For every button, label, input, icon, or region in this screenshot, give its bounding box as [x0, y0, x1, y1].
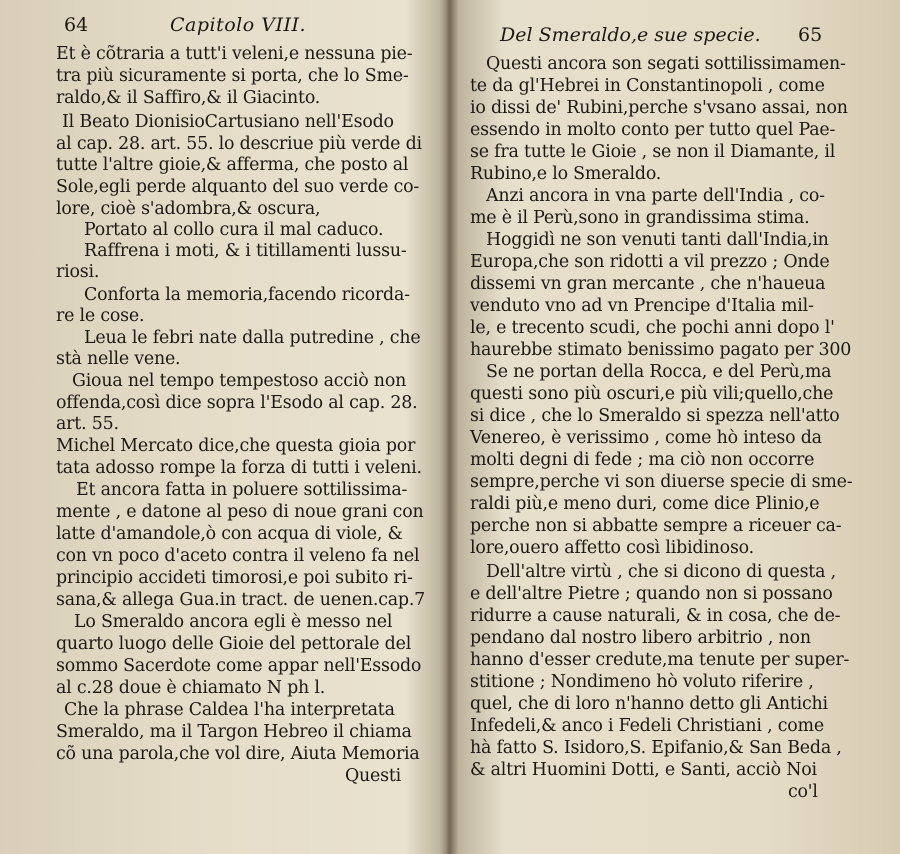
text-line: se fra tutte le Gioie , se non il Diamante, il: [470, 142, 836, 162]
text-line: perche non si abbatte sempre a riceuer ca-: [470, 516, 842, 536]
text-line: Smeraldo, ma il Targon Hebreo il chiama: [56, 722, 412, 742]
text-line: Che la phrase Caldea l'ha interpretata: [64, 700, 395, 720]
text-line: Sole,egli perde alquanto del suo verde co-: [56, 177, 420, 197]
text-line: le, e trecento scudi, che pochi anni dopo l': [470, 318, 835, 338]
text-line: Et è cõtraria a tutt'i veleni,e nessuna pie-: [56, 44, 413, 64]
text-line: Leua le febri nate dalla putredine , che: [84, 328, 421, 348]
text-line: art. 55.: [56, 414, 119, 434]
left-page: [0, 0, 448, 854]
text-line: molti degni di fede ; ma ciò non occorre: [470, 450, 815, 470]
catchword-right: co'l: [788, 782, 818, 802]
text-line: me è il Perù,sono in grandissima stima.: [470, 208, 810, 228]
text-line: stà nelle vene.: [56, 349, 181, 369]
text-line: stitione ; Nondimeno hò voluto riferire ,: [470, 672, 814, 692]
catchword-left: Questi: [345, 766, 402, 786]
text-line: sommo Sacerdote come appar nell'Essodo: [56, 656, 422, 676]
running-head-left: Capitolo VIII.: [170, 14, 307, 36]
text-line: al cap. 28. art. 55. lo descriue più verde di: [56, 134, 422, 154]
text-line: lore, cioè s'adombra,& oscura,: [56, 199, 321, 219]
text-line: Se ne portan della Rocca, e del Perù,ma: [486, 362, 832, 382]
text-line: Lo Smeraldo ancora egli è messo nel: [74, 612, 393, 632]
text-line: ridurre a cause naturali, & in cosa, che de-: [470, 606, 841, 626]
text-line: Rubino,e lo Smeraldo.: [470, 164, 662, 184]
text-line: Et ancora fatta in poluere sottilissima-: [76, 480, 408, 500]
text-line: Conforta la memoria,facendo ricorda-: [84, 285, 410, 305]
text-line: Europa,che son ridotti a vil prezzo ; Onde: [470, 252, 830, 272]
text-line: con vn poco d'aceto contra il veleno fa nel: [56, 546, 420, 566]
text-line: tutte l'altre gioie,& afferma, che posto al: [56, 155, 409, 175]
text-line: io dissi de' Rubini,perche s'vsano assai, non: [470, 98, 848, 118]
text-line: riosi.: [56, 262, 100, 282]
text-line: hanno d'esser credute,ma tenute per super-: [470, 650, 850, 670]
text-line: Portato al collo cura il mal caduco.: [84, 220, 384, 240]
text-line: pendano dal nostro libero arbitrio , non: [470, 628, 811, 648]
text-line: haurebbe stimato benissimo pagato per 300: [470, 340, 852, 360]
text-line: Il Beato DionisioCartusiano nell'Esodo: [62, 112, 394, 132]
text-line: sempre,perche vi son diuerse specie di sme-: [470, 472, 853, 492]
text-line: Venereo, è verissimo , come hò inteso da: [470, 428, 822, 448]
text-line: sana,& allega Gua.in tract. de uenen.cap.7: [56, 590, 426, 610]
right-page: [452, 0, 900, 854]
text-line: Infedeli,& anco i Fedeli Christiani , come: [470, 716, 824, 736]
text-line: Raffrena i moti, & i titillamenti lussu-: [84, 241, 407, 261]
text-line: quarto luogo delle Gioie del pettorale del: [56, 634, 412, 654]
text-line: hà fatto S. Isidoro,S. Epifanio,& San Beda ,: [470, 738, 842, 758]
text-line: re le cose.: [56, 306, 145, 326]
text-line: al c.28 doue è chiamato N ph l.: [56, 678, 326, 698]
running-head-right: Del Smeraldo,e sue specie.: [500, 24, 761, 46]
text-line: Hoggidì ne son venuti tanti dall'India,in: [486, 230, 829, 250]
page-number-left: 64: [64, 14, 89, 36]
text-line: latte d'amandole,ò con acqua di viole, &: [56, 524, 403, 544]
text-line: raldi più,e meno duri, come dice Plinio,e: [470, 494, 820, 514]
text-line: e dell'altre Pietre ; quando non si possano: [470, 584, 833, 604]
text-line: tata adosso rompe la forza di tutti i veleni.: [56, 458, 422, 478]
text-line: questi sono più oscuri,e più vili;quello,che: [470, 384, 834, 404]
text-line: Gioua nel tempo tempestoso acciò non: [72, 371, 407, 391]
text-line: Michel Mercato dice,che questa gioia por: [56, 436, 416, 456]
text-line: dissemi vn gran mercante , che n'haueua: [470, 274, 826, 294]
page-number-right: 65: [798, 24, 823, 46]
text-line: offenda,così dice sopra l'Esodo al cap. 28.: [56, 393, 418, 413]
text-line: & altri Huomini Dotti, e Santi, acciò Noi: [470, 760, 817, 780]
text-line: mente , e datone al peso di noue grani con: [56, 502, 424, 522]
text-line: si dice , che lo Smeraldo si spezza nell'atto: [470, 406, 840, 426]
text-line: tra più sicuramente si porta, che lo Sme-: [56, 66, 409, 86]
text-line: quel, che di loro n'hanno detto gli Antichi: [470, 694, 828, 714]
text-line: cõ una parola,che vol dire, Aiuta Memoria: [56, 744, 420, 764]
text-line: Anzi ancora in vna parte dell'India , co-: [486, 186, 825, 206]
text-line: Questi ancora son segati sottilissimamen-: [486, 54, 846, 74]
text-line: raldo,& il Saffiro,& il Giacinto.: [56, 88, 321, 108]
text-line: te da gl'Hebrei in Constantinopoli , come: [470, 76, 825, 96]
text-line: Dell'altre virtù , che si dicono di questa ,: [486, 562, 836, 582]
text-line: lore,ouero affetto così libidinoso.: [470, 538, 754, 558]
text-line: principio accideti timorosi,e poi subito ri-: [56, 568, 413, 588]
text-line: essendo in molto conto per tutto quel Pae-: [470, 120, 836, 140]
text-line: venduto vno ad vn Prencipe d'Italia mil-: [470, 296, 814, 316]
